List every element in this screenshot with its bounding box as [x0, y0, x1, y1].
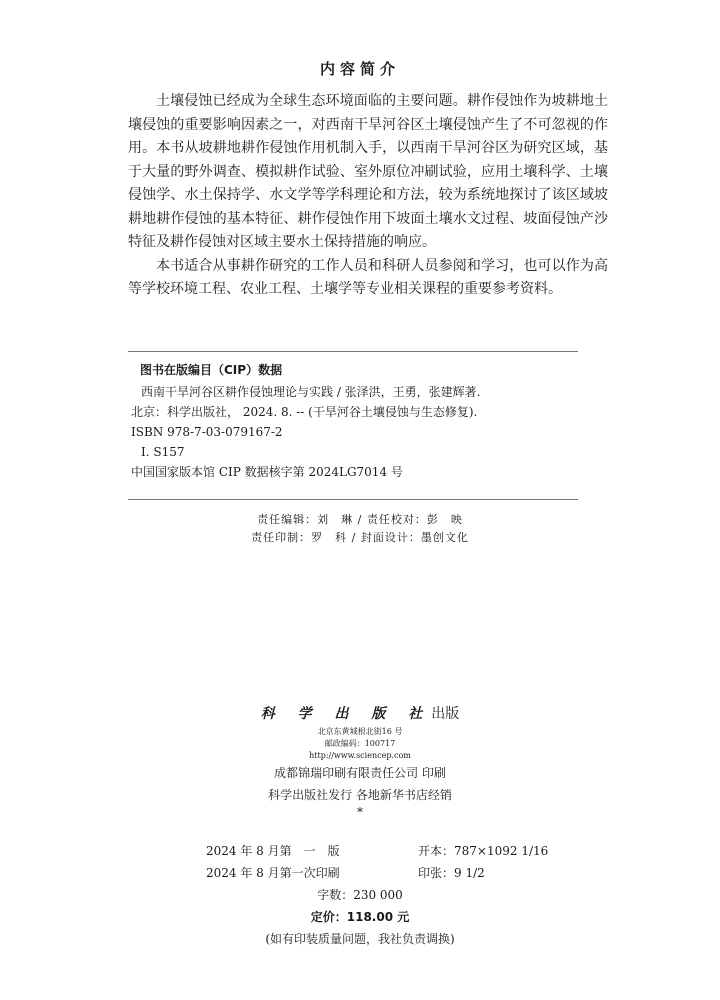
publisher-name: [0, 702, 720, 726]
quality-note: (如有印装质量问题，我社负责调换): [265, 932, 455, 946]
separator-star: *: [357, 805, 363, 819]
publisher-suffix: 出版: [431, 706, 460, 722]
word-count: 字数：230 000: [317, 888, 403, 902]
cip-line-publisher: 北京：科学出版社， 2024. 8. -- (干旱河谷土壤侵蚀与生态修复).: [131, 405, 478, 419]
publisher-postcode: 邮政编码：100717: [324, 739, 396, 748]
editors-block: [0, 511, 720, 547]
publisher-address: 北京东黄城根北街16 号: [317, 727, 403, 736]
cip-line-record: 中国国家版本馆 CIP 数据核字第 2024LG7014 号: [131, 465, 403, 479]
editors-line-1: 责任编辑：刘 琳 / 责任校对：彭 映: [257, 513, 463, 526]
edition-block: [0, 840, 720, 884]
cip-line-classification: Ⅰ. S157: [141, 445, 185, 459]
cip-line-isbn: ISBN 978-7-03-079167-2: [131, 425, 283, 439]
cip-data-block: [131, 382, 481, 482]
publisher-press-logo: 科 学 出 版 社: [260, 706, 432, 722]
price-block: [0, 884, 720, 950]
price: 定价：118.00 元: [310, 910, 410, 924]
synopsis: [128, 90, 608, 302]
editors-line-2: 责任印制：罗 科 / 封面设计：墨创文化: [251, 531, 469, 544]
cip-line-title: 西南干旱河谷区耕作侵蚀理论与实践 / 张泽洪，王勇，张建辉著.: [141, 385, 481, 399]
printer-line: 成都锦瑞印刷有限责任公司 印刷: [274, 766, 446, 780]
book-format: 开本：787×1092 1/16: [418, 844, 549, 858]
distribution-line: 科学出版社发行 各地新华书店经销: [268, 788, 452, 802]
print-sheets: 印张：9 1/2: [418, 866, 485, 880]
first-print: 2024 年 8 月第一次印刷: [206, 866, 340, 880]
publisher-website: http://www.sciencep.com: [309, 751, 411, 760]
publisher-block: [0, 702, 720, 818]
cip-bottom-divider: [128, 499, 578, 500]
first-edition: 2024 年 8 月第 一 版: [206, 844, 340, 858]
page-title: 内容简介: [319, 60, 400, 78]
synopsis-paragraph-2: 本书适合从事耕作研究的工作人员和科研人员参阅和学习，也可以作为高等学校环境工程、农业工程、土壤学等专业相关课程的重要参考资料。: [128, 257, 608, 297]
cip-top-divider: [128, 351, 578, 352]
synopsis-paragraph-1: 土壤侵蚀已经成为全球生态环境面临的主要问题。耕作侵蚀作为坡耕地土壤侵蚀的重要影响因素之一，对西南干旱河谷区土壤侵蚀产生了不可忽视的作用。本书从坡耕地耕作侵蚀作用机制入手，以西南干旱河谷区为研究区域，基于大量的野外调查、模拟耕作试验、室外原位冲刷试验，应用土壤科学、土壤侵蚀学、水土保持学、水文学等学科理论和方法，较为系统地探讨了该区域坡耕地耕作侵蚀的基本特征、耕作侵蚀作用下坡面土壤水文过程、坡面侵蚀产沙特征及耕作侵蚀对区域主要水土保持措施的响应。: [128, 93, 608, 250]
cip-heading: 图书在版编目（CIP）数据: [140, 363, 283, 377]
